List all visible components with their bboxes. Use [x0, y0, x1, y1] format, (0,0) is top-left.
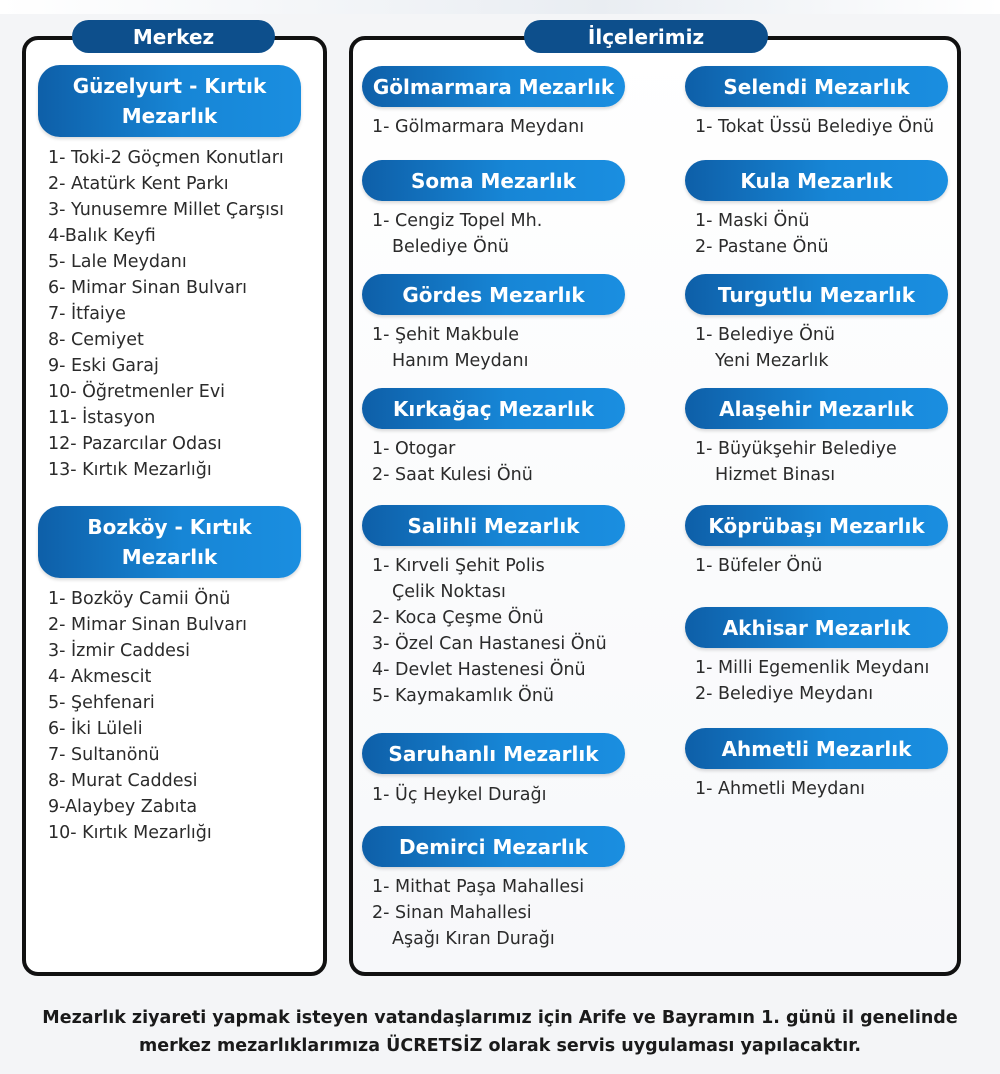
alasehir-stop-list: [695, 436, 897, 488]
ahmetli-header: Ahmetli Mezarlık: [685, 728, 948, 769]
list-item: 10- Kırtık Mezarlığı: [48, 823, 212, 843]
list-item: 1- Cengiz Topel Mh.: [372, 211, 543, 231]
selendi-stop-list: [695, 114, 934, 140]
list-item: Hanım Meydanı: [392, 351, 529, 371]
bozkoy-header-line2: Mezarlık: [121, 545, 218, 569]
soma-stop-list: [372, 208, 542, 260]
golmarmara-stop-list: [372, 114, 584, 140]
list-item: 8- Murat Caddesi: [48, 771, 198, 791]
list-item: 1- Büfeler Önü: [695, 556, 823, 576]
list-item: 1- Maski Önü: [695, 211, 810, 231]
footer-notice: [0, 1004, 1000, 1060]
list-item: 1- Bozköy Camii Önü: [48, 589, 231, 609]
list-item: 1- Mithat Paşa Mahallesi: [372, 877, 585, 897]
merkez-title: Merkez: [72, 20, 275, 53]
list-item: Yeni Mezarlık: [715, 351, 829, 371]
list-item: 1- Ahmetli Meydanı: [695, 779, 866, 799]
turgutlu-header: Turgutlu Mezarlık: [685, 274, 948, 315]
list-item: 1- Tokat Üssü Belediye Önü: [695, 117, 935, 137]
golmarmara-header: Gölmarmara Mezarlık: [362, 66, 625, 107]
list-item: 3- İzmir Caddesi: [48, 641, 190, 661]
list-item: 2- Koca Çeşme Önü: [372, 608, 544, 628]
list-item: 7- İtfaiye: [48, 304, 126, 324]
list-item: 7- Sultanönü: [48, 745, 160, 765]
list-item: Hizmet Binası: [715, 465, 836, 485]
list-item: 2- Saat Kulesi Önü: [372, 465, 533, 485]
salihli-header: Salihli Mezarlık: [362, 505, 625, 546]
koprubasi-stop-list: [695, 553, 822, 579]
saruhanli-header: Saruhanlı Mezarlık: [362, 733, 625, 774]
guzelyurt-header-line1: Güzelyurt - Kırtık: [72, 74, 267, 98]
kula-stop-list: [695, 208, 829, 260]
selendi-header: Selendi Mezarlık: [685, 66, 948, 107]
list-item: 4- Devlet Hastenesi Önü: [372, 660, 586, 680]
list-item: 10- Öğretmenler Evi: [48, 382, 226, 402]
list-item: 12- Pazarcılar Odası: [48, 434, 222, 454]
list-item: 3- Yunusemre Millet Çarşısı: [48, 200, 285, 220]
gordes-header: Gördes Mezarlık: [362, 274, 625, 315]
list-item: 2- Mimar Sinan Bulvarı: [48, 615, 248, 635]
list-item: 8- Cemiyet: [48, 330, 144, 350]
list-item: 11- İstasyon: [48, 408, 156, 428]
list-item: 1- Kırveli Şehit Polis: [372, 556, 545, 576]
list-item: 2- Pastane Önü: [695, 237, 829, 257]
list-item: 2- Atatürk Kent Parkı: [48, 174, 229, 194]
akhisar-header: Akhisar Mezarlık: [685, 607, 948, 648]
list-item: 1- Milli Egemenlik Meydanı: [695, 658, 930, 678]
list-item: 9- Eski Garaj: [48, 356, 159, 376]
list-item: 5- Kaymakamlık Önü: [372, 686, 555, 706]
kirkagac-stop-list: [372, 436, 533, 488]
list-item: 6- Mimar Sinan Bulvarı: [48, 278, 248, 298]
bozkoy-header-line1: Bozköy - Kırtık: [87, 515, 252, 539]
demirci-stop-list: [372, 874, 584, 952]
list-item: 5- Şehfenari: [48, 693, 155, 713]
bozkoy-header: [38, 506, 301, 578]
salihli-stop-list: [372, 553, 607, 709]
kirkagac-header: Kırkağaç Mezarlık: [362, 388, 625, 429]
kula-header: Kula Mezarlık: [685, 160, 948, 201]
list-item: 6- İki Lüleli: [48, 719, 143, 739]
list-item: Çelik Noktası: [392, 582, 506, 602]
list-item: Belediye Önü: [392, 237, 510, 257]
list-item: 1- Belediye Önü: [695, 325, 836, 345]
list-item: 1- Gölmarmara Meydanı: [372, 117, 585, 137]
gordes-stop-list: [372, 322, 528, 374]
top-decor-band: [0, 0, 1000, 14]
list-item: 1- Toki-2 Göçmen Konutları: [48, 148, 284, 168]
turgutlu-stop-list: [695, 322, 835, 374]
guzelyurt-stop-list: [48, 145, 284, 483]
alasehir-header: Alaşehir Mezarlık: [685, 388, 948, 429]
list-item: 1- Üç Heykel Durağı: [372, 785, 547, 805]
guzelyurt-header-line2: Mezarlık: [121, 104, 218, 128]
list-item: 4- Akmescit: [48, 667, 152, 687]
list-item: 2- Sinan Mahallesi: [372, 903, 532, 923]
list-item: 3- Özel Can Hastanesi Önü: [372, 634, 607, 654]
list-item: 1- Şehit Makbule: [372, 325, 520, 345]
akhisar-stop-list: [695, 655, 929, 707]
koprubasi-header: Köprübaşı Mezarlık: [685, 505, 948, 546]
list-item: 9-Alaybey Zabıta: [48, 797, 198, 817]
footer-line-2: merkez mezarlıklarımıza ÜCRETSİZ olarak servis uygulaması yapılacaktır.: [138, 1036, 862, 1056]
list-item: 4-Balık Keyfi: [48, 226, 156, 246]
list-item: 1- Otogar: [372, 439, 456, 459]
bozkoy-stop-list: [48, 586, 247, 846]
list-item: Aşağı Kıran Durağı: [392, 929, 555, 949]
guzelyurt-header: [38, 65, 301, 137]
footer-line-1: Mezarlık ziyareti yapmak isteyen vatandaşlarımız için Arife ve Bayramın 1. günü il genelinde: [42, 1008, 958, 1028]
list-item: 2- Belediye Meydanı: [695, 684, 874, 704]
list-item: 5- Lale Meydanı: [48, 252, 187, 272]
ilceler-title: İlçelerimiz: [524, 20, 768, 53]
soma-header: Soma Mezarlık: [362, 160, 625, 201]
list-item: 1- Büyükşehir Belediye: [695, 439, 897, 459]
ahmetli-stop-list: [695, 776, 865, 802]
list-item: 13- Kırtık Mezarlığı: [48, 460, 212, 480]
demirci-header: Demirci Mezarlık: [362, 826, 625, 867]
saruhanli-stop-list: [372, 782, 546, 808]
